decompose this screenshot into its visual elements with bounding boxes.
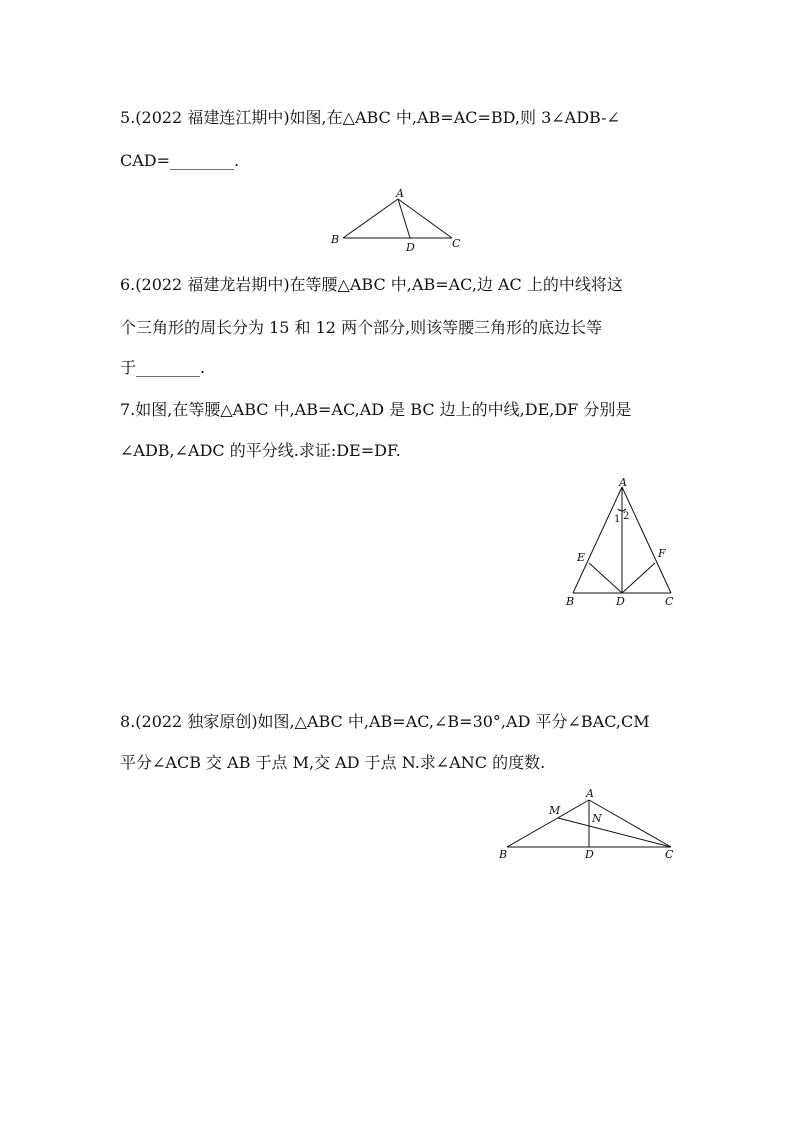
segment-ab — [343, 199, 398, 238]
figure-8 — [495, 785, 685, 865]
problem-5-line-2: CAD=________. — [120, 151, 240, 170]
segment-ac — [398, 199, 452, 238]
segment-ab — [573, 487, 622, 593]
segment-ad — [398, 199, 410, 238]
label-f: F — [658, 547, 666, 560]
label-m: M — [549, 804, 561, 817]
label-d: D — [616, 595, 625, 608]
label-b: B — [331, 233, 340, 246]
problem-5-line-1: 5.(2022 福建连江期中)如图,在△ABC 中,AB=AC=BD,则 3∠ADB-∠ — [120, 108, 620, 127]
figure-7 — [560, 475, 685, 610]
angle-1-label: 1 — [614, 514, 621, 525]
label-a: A — [586, 787, 594, 800]
label-b: B — [566, 595, 575, 608]
problem-8-line-1: 8.(2022 独家原创)如图,△ABC 中,AB=AC,∠B=30°,AD 平分∠BAC,CM — [120, 712, 650, 731]
problem-7-line-1: 7.如图,在等腰△ABC 中,AB=AC,AD 是 BC 边上的中线,DE,DF 分别是 — [120, 400, 632, 419]
segment-ab — [507, 800, 589, 847]
label-e: E — [577, 551, 586, 564]
label-c: C — [665, 595, 674, 608]
angle-2-label: 2 — [623, 511, 630, 522]
problem-6-line-2: 个三角形的周长分为 15 和 12 两个部分,则该等腰三角形的底边长等 — [120, 318, 603, 337]
label-d: D — [406, 241, 415, 254]
figure-5 — [325, 185, 470, 255]
label-a: A — [619, 476, 627, 489]
label-n: N — [592, 812, 602, 825]
label-c: C — [665, 848, 674, 861]
label-a: A — [396, 187, 404, 200]
label-d: D — [585, 848, 594, 861]
problem-6-line-3: 于________. — [120, 358, 206, 377]
segment-de — [589, 563, 622, 593]
segment-cm — [558, 818, 671, 847]
segment-ac — [622, 487, 671, 593]
problem-6-line-1: 6.(2022 福建龙岩期中)在等腰△ABC 中,AB=AC,边 AC 上的中线将这 — [120, 275, 623, 294]
problem-7-line-2: ∠ADB,∠ADC 的平分线.求证:DE=DF. — [120, 441, 401, 460]
problem-8-line-2: 平分∠ACB 交 AB 于点 M,交 AD 于点 N.求∠ANC 的度数. — [120, 753, 546, 772]
label-b: B — [499, 848, 508, 861]
label-c: C — [452, 237, 461, 250]
segment-df — [622, 563, 655, 593]
